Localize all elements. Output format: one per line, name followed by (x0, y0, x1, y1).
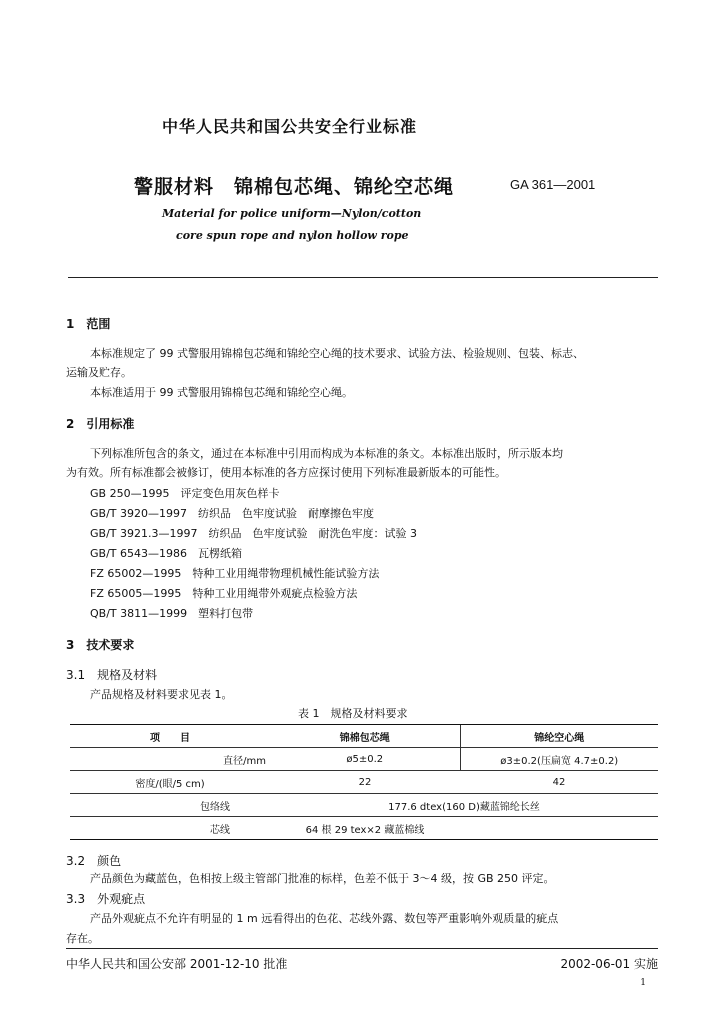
section-2-paragraph-cont: 为有效。所有标准都会被修订，使用本标准的各方应探讨使用下列标准最新版本的可能性。 (66, 466, 506, 479)
english-title-line-1: Material for police uniform—Nylon/cotton (162, 207, 422, 220)
table-cell: ø3±0.2(压扁宽 4.7±0.2) (460, 748, 658, 771)
section-3-heading: 3 技术要求 (66, 638, 135, 652)
spec-table (70, 724, 658, 840)
section-2-paragraph: 下列标准所包含的条文，通过在本标准中引用而构成为本标准的条文。本标准出版时，所示版本均 (90, 447, 563, 460)
section-3-2-text: 产品颜色为藏蓝色，色相按上级主管部门批准的标样，色差不低于 3～4 级，按 GB 250 评定。 (90, 872, 555, 885)
table-row-label: 密度/(眼/5 cm) (70, 771, 270, 794)
section-1-heading: 1 范围 (66, 317, 111, 331)
section-3-3-heading: 3.3 外观疵点 (66, 892, 146, 906)
reference-item: GB/T 3921.3—1997 纺织品 色牢度试验 耐洗色牢度：试验 3 (90, 527, 417, 540)
table-row (70, 771, 658, 794)
table-cell: 22 (270, 771, 460, 794)
section-2-heading: 2 引用标准 (66, 417, 135, 431)
standard-code: GA 361—2001 (510, 177, 596, 192)
reference-item: GB 250—1995 评定变色用灰色样卡 (90, 487, 280, 500)
section-1-paragraph-1-cont: 运输及贮存。 (66, 366, 132, 379)
reference-item: GB/T 6543—1986 瓦楞纸箱 (90, 547, 242, 560)
header-divider (68, 277, 658, 278)
table-row (70, 794, 658, 817)
table-cell-merged: 177.6 dtex(160 D)藏蓝锦纶长丝 (270, 794, 658, 817)
section-3-2-heading: 3.2 颜色 (66, 854, 122, 868)
approval-date: 中华人民共和国公安部 2001-12-10 批准 (66, 957, 288, 971)
table-header-core-spun-rope: 锦棉包芯绳 (270, 725, 460, 748)
table-cell: ø5±0.2 (270, 748, 460, 771)
table-row-label: 包络线 (70, 794, 270, 817)
footer-divider (66, 948, 658, 949)
table-cell (460, 817, 658, 840)
document-title: 警服材料 锦棉包芯绳、锦纶空芯绳 (134, 176, 455, 198)
section-3-3-text: 产品外观疵点不允许有明显的 1 m 远看得出的色花、芯线外露、数包等严重影响外观质量的疵点 (90, 912, 559, 925)
table-header-item: 项 目 (70, 725, 270, 748)
section-1-paragraph-1: 本标准规定了 99 式警服用锦棉包芯绳和锦纶空心绳的技术要求、试验方法、检验规则、包装、标志、 (90, 347, 584, 360)
table-header-hollow-rope: 锦纶空心绳 (460, 725, 658, 748)
page-number: 1 (640, 978, 646, 988)
english-title-line-2: core spun rope and nylon hollow rope (176, 229, 409, 242)
effective-date: 2002-06-01 实施 (560, 957, 658, 971)
table-row-label: 芯线 (70, 817, 270, 840)
table-row (70, 817, 658, 840)
table-row-label: 直径/mm (70, 748, 270, 771)
section-3-3-text-cont: 存在。 (66, 932, 99, 945)
industry-standard-heading: 中华人民共和国公共安全行业标准 (162, 117, 418, 136)
table-cell: 64 根 29 tex×2 藏蓝棉线 (270, 817, 460, 840)
reference-item: GB/T 3920—1997 纺织品 色牢度试验 耐摩擦色牢度 (90, 507, 374, 520)
reference-item: FZ 65005—1995 特种工业用绳带外观疵点检验方法 (90, 587, 358, 600)
section-3-1-text: 产品规格及材料要求见表 1。 (90, 688, 233, 701)
table-header-row (70, 725, 658, 748)
reference-item: FZ 65002—1995 特种工业用绳带物理机械性能试验方法 (90, 567, 380, 580)
table-caption: 表 1 规格及材料要求 (298, 707, 408, 720)
reference-item: QB/T 3811—1999 塑料打包带 (90, 607, 254, 620)
table-row (70, 748, 658, 771)
section-1-paragraph-2: 本标准适用于 99 式警服用锦棉包芯绳和锦纶空心绳。 (90, 386, 353, 399)
table-cell: 42 (460, 771, 658, 794)
section-3-1-heading: 3.1 规格及材料 (66, 668, 158, 682)
